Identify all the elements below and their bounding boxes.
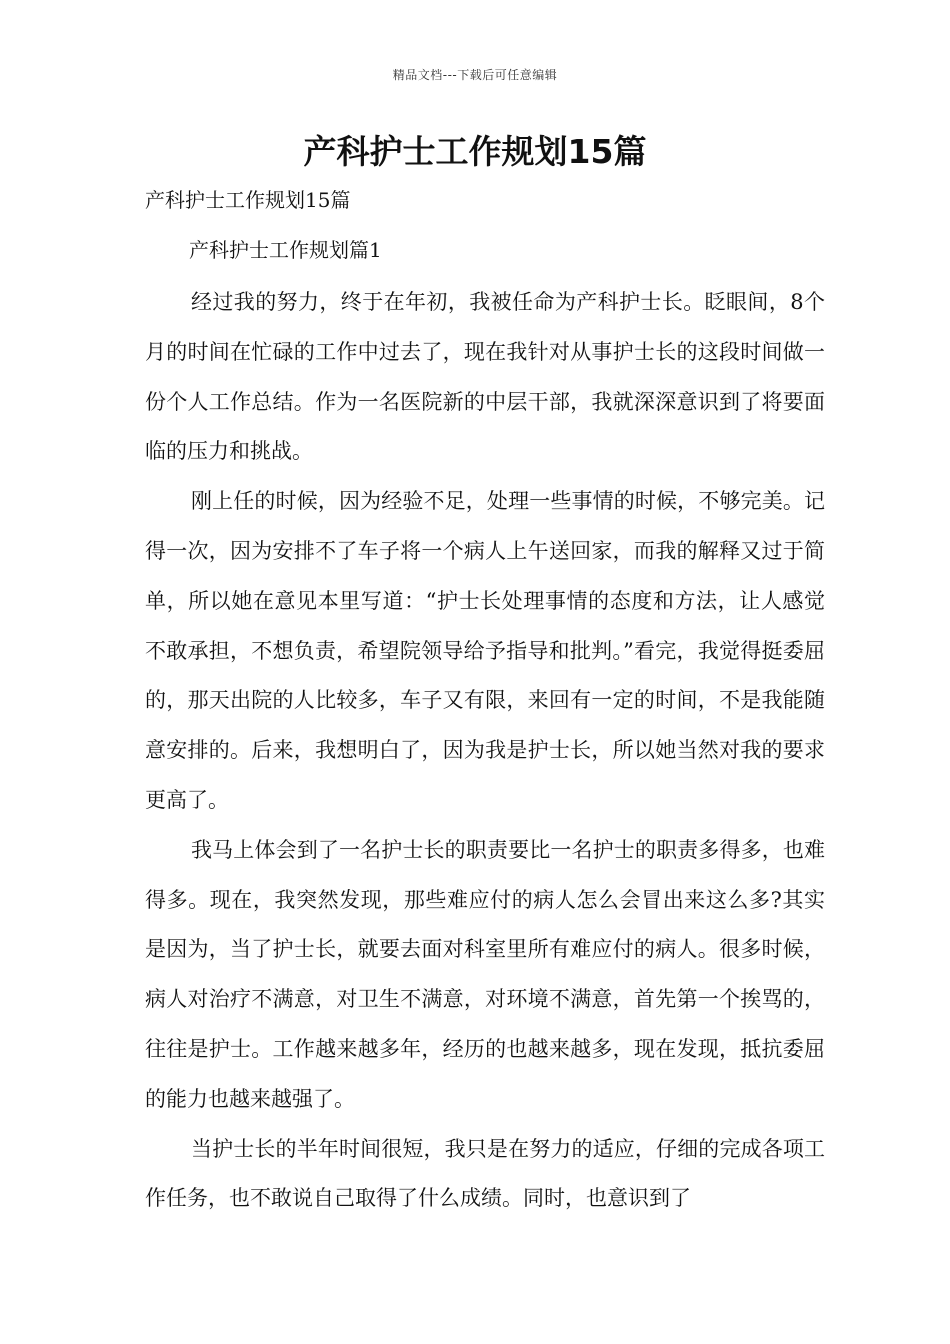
body-paragraph-3: 我马上体会到了一名护士长的职责要比一名护士的职责多得多，也难得多。现在，我突然发现，那些难应付的病人怎么会冒出来这么多?其实是因为，当了护士长，就要去面对科室里所有难应付的病人。很多时候，病人对治疗不满意，对卫生不满意，对环境不满意，首先第一个挨骂的，往往是护士。工作越来越多年，经历的也越来越多，现在发现，抵抗委屈的能力也越来越强了。	[145, 837, 825, 1111]
section-heading: 产科护士工作规划篇1	[189, 238, 382, 262]
header-note: 精品文档---下载后可任意编辑	[392, 68, 558, 82]
document-body	[145, 182, 825, 1224]
document-title: 产科护士工作规划15篇	[303, 132, 647, 171]
body-paragraph-1: 经过我的努力，终于在年初，我被任命为产科护士长。眨眼间，8个月的时间在忙碌的工作中过去了，现在我针对从事护士长的这段时间做一份个人工作总结。作为一名医院新的中层干部，我就深深意识到了将要面临的压力和挑战。	[145, 290, 825, 464]
body-paragraph-2: 刚上任的时候，因为经验不足，处理一些事情的时候，不够完美。记得一次，因为安排不了车子将一个病人上午送回家，而我的解释又过于简单，所以她在意见本里写道：“护士长处理事情的态度和方法，让人感觉不敢承担，不想负责，希望院领导给予指导和批判。”看完，我觉得挺委屈的，那天出院的人比较多，车子又有限，来回有一定的时间，不是我能随意安排的。后来，我想明白了，因为我是护士长，所以她当然对我的要求更高了。	[145, 489, 825, 812]
body-paragraph-4: 当护士长的半年时间很短，我只是在努力的适应，仔细的完成各项工作任务，也不敢说自己取得了什么成绩。同时，也意识到了	[145, 1136, 825, 1211]
document-subtitle: 产科护士工作规划15篇	[145, 188, 351, 212]
